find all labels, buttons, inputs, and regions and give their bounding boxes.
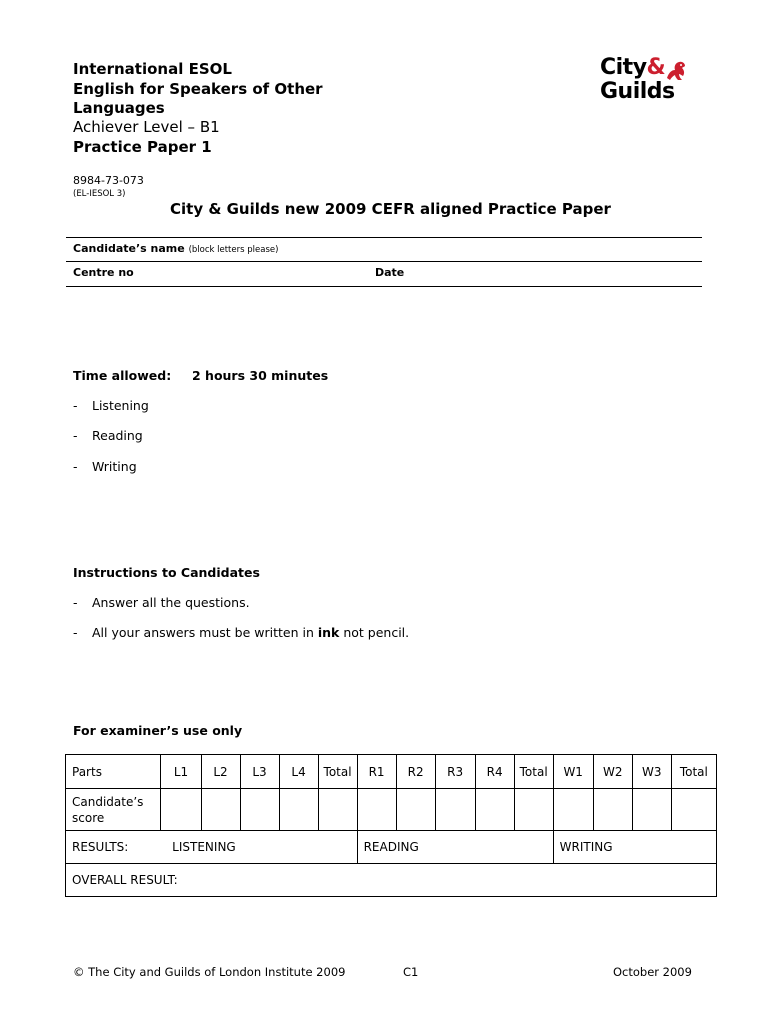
paper-code: 8984-73-073 (73, 174, 144, 187)
examiner-heading: For examiner’s use only (73, 723, 243, 738)
table-row-score (66, 789, 717, 831)
score-cell[interactable] (514, 789, 553, 831)
score-cell[interactable] (475, 789, 514, 831)
col-l2: L2 (201, 755, 240, 789)
rule-bottom (66, 286, 702, 287)
logo-text-city: City (600, 55, 647, 80)
score-cell[interactable] (396, 789, 435, 831)
rule-top (66, 237, 702, 238)
table-row-overall (66, 864, 717, 897)
col-l3: L3 (240, 755, 279, 789)
footer-code: C1 (403, 965, 419, 979)
col-l1: L1 (161, 755, 201, 789)
section-reading: Reading (92, 428, 143, 443)
results-label: RESULTS: (72, 840, 129, 854)
col-l4: L4 (279, 755, 318, 789)
footer-date: October 2009 (613, 965, 692, 979)
instruction-1: Answer all the questions. (92, 595, 250, 610)
col-reading-total: Total (514, 755, 553, 789)
score-cell[interactable] (240, 789, 279, 831)
col-r3: R3 (435, 755, 475, 789)
candidate-name-note: (block letters please) (188, 245, 279, 255)
overall-result-cell[interactable] (66, 864, 717, 897)
col-listening-total: Total (318, 755, 357, 789)
col-w1: W1 (553, 755, 593, 789)
results-writing-cell[interactable] (553, 831, 716, 864)
col-w3: W3 (632, 755, 671, 789)
col-r2: R2 (396, 755, 435, 789)
score-cell[interactable] (318, 789, 357, 831)
examiner-score-table (65, 754, 717, 897)
centre-no-label: Centre no (73, 266, 134, 279)
score-cell[interactable] (435, 789, 475, 831)
table-row-results (66, 831, 717, 864)
col-r4: R4 (475, 755, 514, 789)
parts-label: Parts (66, 755, 161, 789)
score-cell[interactable] (357, 789, 396, 831)
city-guilds-logo (600, 56, 690, 108)
section-listening: Listening (92, 398, 149, 413)
date-label: Date (375, 266, 405, 279)
header-paper: Practice Paper 1 (73, 138, 212, 156)
logo-ampersand: & (646, 55, 666, 80)
overall-result-label: OVERALL RESULT: (72, 873, 178, 887)
results-writing-label: WRITING (559, 840, 613, 854)
paper-subcode: (EL-IESOL 3) (73, 189, 126, 199)
col-w2: W2 (593, 755, 632, 789)
instructions-heading: Instructions to Candidates (73, 565, 260, 580)
results-listening-cell[interactable] (66, 831, 358, 864)
instruction-2-emphasis: ink (317, 625, 340, 640)
header-line2: English for Speakers of Other (73, 80, 323, 98)
table-row-parts (66, 755, 717, 789)
footer-copyright: © The City and Guilds of London Institute 2009 (73, 965, 346, 979)
instruction-2: All your answers must be written in ink not pencil. (92, 625, 410, 640)
score-label: Candidate’s score (66, 789, 161, 831)
logo-text-guilds: Guilds (600, 79, 675, 104)
score-cell[interactable] (632, 789, 671, 831)
results-reading-label: READING (363, 840, 419, 854)
col-r1: R1 (357, 755, 396, 789)
time-allowed-label: Time allowed: (73, 368, 172, 383)
score-cell[interactable] (161, 789, 201, 831)
header-level: Achiever Level – B1 (73, 118, 220, 136)
header-line3: Languages (73, 99, 165, 117)
score-cell[interactable] (279, 789, 318, 831)
header-line1: International ESOL (73, 60, 232, 78)
results-listening-label: LISTENING (172, 840, 236, 854)
rule-middle (66, 261, 702, 262)
score-cell[interactable] (671, 789, 716, 831)
score-cell[interactable] (553, 789, 593, 831)
time-allowed-value: 2 hours 30 minutes (192, 368, 329, 383)
candidate-name-label: Candidate’s name (block letters please) (73, 242, 279, 255)
section-writing: Writing (92, 459, 137, 474)
paper-subtitle: City & Guilds new 2009 CEFR aligned Practice Paper (170, 200, 611, 218)
results-reading-cell[interactable] (357, 831, 553, 864)
lion-icon (663, 58, 689, 84)
score-cell[interactable] (201, 789, 240, 831)
score-cell[interactable] (593, 789, 632, 831)
col-writing-total: Total (671, 755, 716, 789)
